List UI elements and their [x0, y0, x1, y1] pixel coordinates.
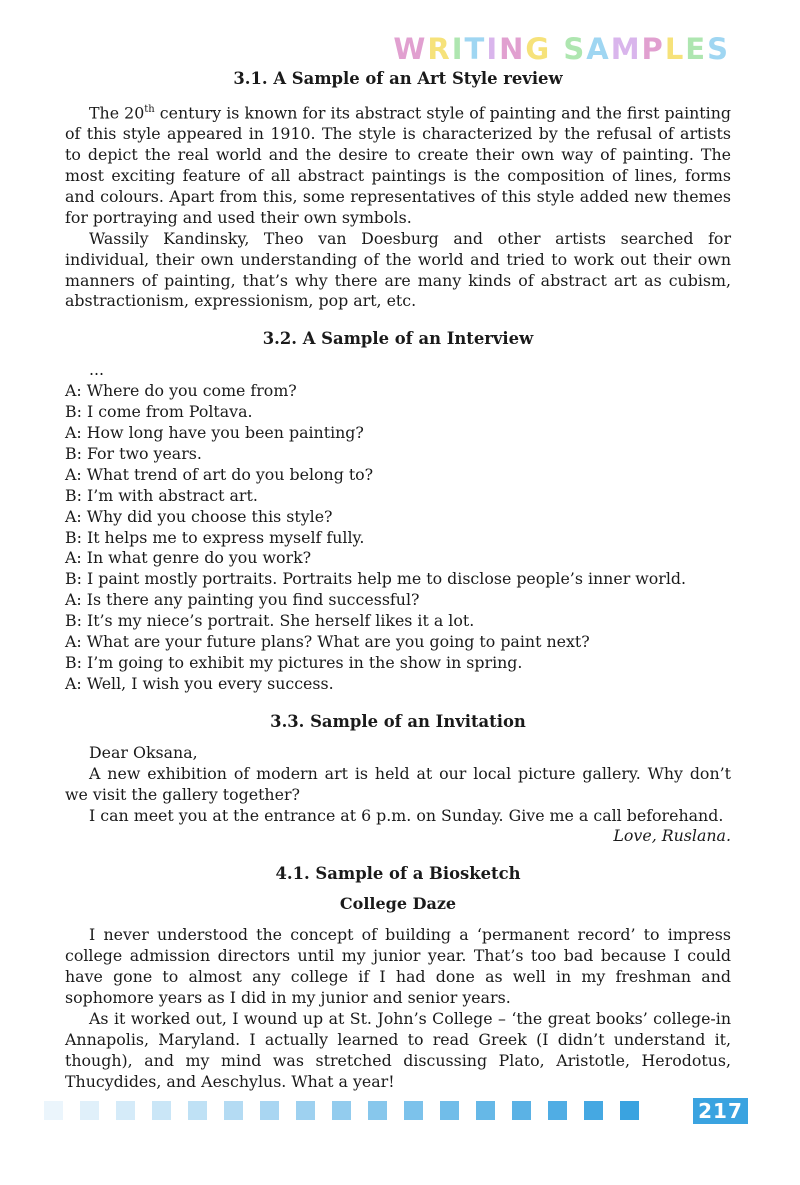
biosketch-paragraph-2: As it worked out, I wound up at St. John’s College – ‘the great books’ college-in Annapolis, Maryland. I actually learned to read Greek (I didn’t understand it, though), and my mind was stretched discussing Plato, Aristotle, Herodotus, Thucydides, and Aeschylus. What a year! [65, 1008, 731, 1091]
section-3-1-paragraph-1 [65, 100, 731, 229]
footer-square [116, 1101, 135, 1120]
dialogue-line: A: Well, I wish you every success. [65, 673, 334, 693]
p1-rest: century is known for its abstract style of painting and the first painting of this style appeared in 1910. The style is characterized by the refusal of artists to depict the real world and the desire to create their own way of painting. The most exciting feature of all abstract paintings is the composition of lines, forms and colours. Apart from this, some representatives of this style added new themes for portraying and used their own symbols. [65, 103, 731, 227]
header-letter: M [610, 32, 642, 66]
page-number: 217 [693, 1098, 748, 1124]
header-letter: T [464, 32, 487, 66]
invitation-greeting: Dear Oksana, [89, 742, 198, 762]
dialogue-line: A: What are your future plans? What are you going to paint next? [65, 632, 590, 652]
header-letter [551, 33, 563, 65]
running-header-title [393, 33, 730, 65]
dialogue-line: A: In what genre do you work? [65, 548, 312, 568]
section-3-2-heading: 3.2. A Sample of an Interview [262, 329, 534, 349]
header-letter: G [525, 32, 552, 66]
biosketch-paragraph-1: I never understood the concept of building a ‘permanent record’ to impress college admission directors until my junior year. That’s too bad because I could have gone to almost any college if I had done as well in my freshman and sophomore years as I did in my junior and senior years. [65, 925, 731, 1008]
superscript-th: th [144, 104, 155, 115]
footer-square [440, 1101, 459, 1120]
invitation-paragraph-1: A new exhibition of modern art is held at our local picture gallery. Why don’t we visit the gallery together? [65, 763, 731, 804]
invitation-signature: Love, Ruslana. [613, 826, 731, 846]
footer-square [332, 1101, 351, 1120]
header-letter: W [393, 32, 428, 66]
header-letter: I [486, 32, 500, 66]
header-letter: P [641, 32, 665, 66]
footer-square [584, 1101, 603, 1120]
header-letter: I [451, 32, 465, 66]
header-letter: N [499, 32, 526, 66]
dialogue-line: B: I paint mostly portraits. Portraits help me to disclose people’s inner world. [65, 569, 687, 589]
biosketch-subheading: College Daze [339, 894, 457, 914]
footer-square [404, 1101, 423, 1120]
dialogue-line: B: It helps me to express myself fully. [65, 527, 365, 547]
invitation-paragraph-2: I can meet you at the entrance at 6 p.m. on Sunday. Give me a call beforehand. [89, 805, 724, 825]
footer-square [188, 1101, 207, 1120]
section-3-1-paragraph-2: Wassily Kandinsky, Theo van Doesburg and other artists searched for individual, their own understanding of the world and tried to work out their own manners of painting, that’s why there are many kinds of abstract art as cubism, abstractionism, expressionism, pop art, etc. [65, 228, 731, 311]
header-letter: L [664, 32, 686, 66]
dialogue-line: B: It’s my niece’s portrait. She herself likes it a lot. [65, 611, 475, 631]
header-letter: E [685, 32, 708, 66]
header-letter: S [707, 32, 730, 66]
footer-square [296, 1101, 315, 1120]
section-3-3-heading: 3.3. Sample of an Invitation [270, 711, 526, 731]
dialogue-line: B: I’m going to exhibit my pictures in the show in spring. [65, 653, 523, 673]
header-letter: A [586, 32, 611, 66]
p1-start: The 20 [89, 103, 145, 123]
header-letter: S [563, 32, 587, 66]
dialogue-line: A: How long have you been painting? [65, 423, 364, 443]
dialogue-line: B: I come from Poltava. [65, 402, 253, 422]
dialogue-line: B: I’m with abstract art. [65, 485, 258, 505]
footer-square [512, 1101, 531, 1120]
dialogue-ellipsis: ... [89, 360, 105, 380]
footer-square [80, 1101, 99, 1120]
dialogue-line: A: Is there any painting you find successful? [65, 590, 420, 610]
footer-square [476, 1101, 495, 1120]
footer-square [548, 1101, 567, 1120]
footer-square [620, 1101, 639, 1120]
section-4-1-heading: 4.1. Sample of a Biosketch [275, 864, 521, 884]
footer-square [224, 1101, 243, 1120]
section-3-1-heading: 3.1. A Sample of an Art Style review [233, 69, 563, 88]
footer-square [368, 1101, 387, 1120]
footer-decoration-bar [44, 1101, 639, 1120]
page-content [65, 68, 731, 1093]
dialogue-line: B: For two years. [65, 443, 202, 463]
footer-square [260, 1101, 279, 1120]
dialogue-line: A: What trend of art do you belong to? [65, 464, 374, 484]
interview-dialogue [65, 360, 731, 695]
dialogue-line: A: Why did you choose this style? [65, 506, 333, 526]
header-letter: R [427, 32, 452, 66]
footer-square [44, 1101, 63, 1120]
footer-square [152, 1101, 171, 1120]
dialogue-line: A: Where do you come from? [65, 381, 297, 401]
